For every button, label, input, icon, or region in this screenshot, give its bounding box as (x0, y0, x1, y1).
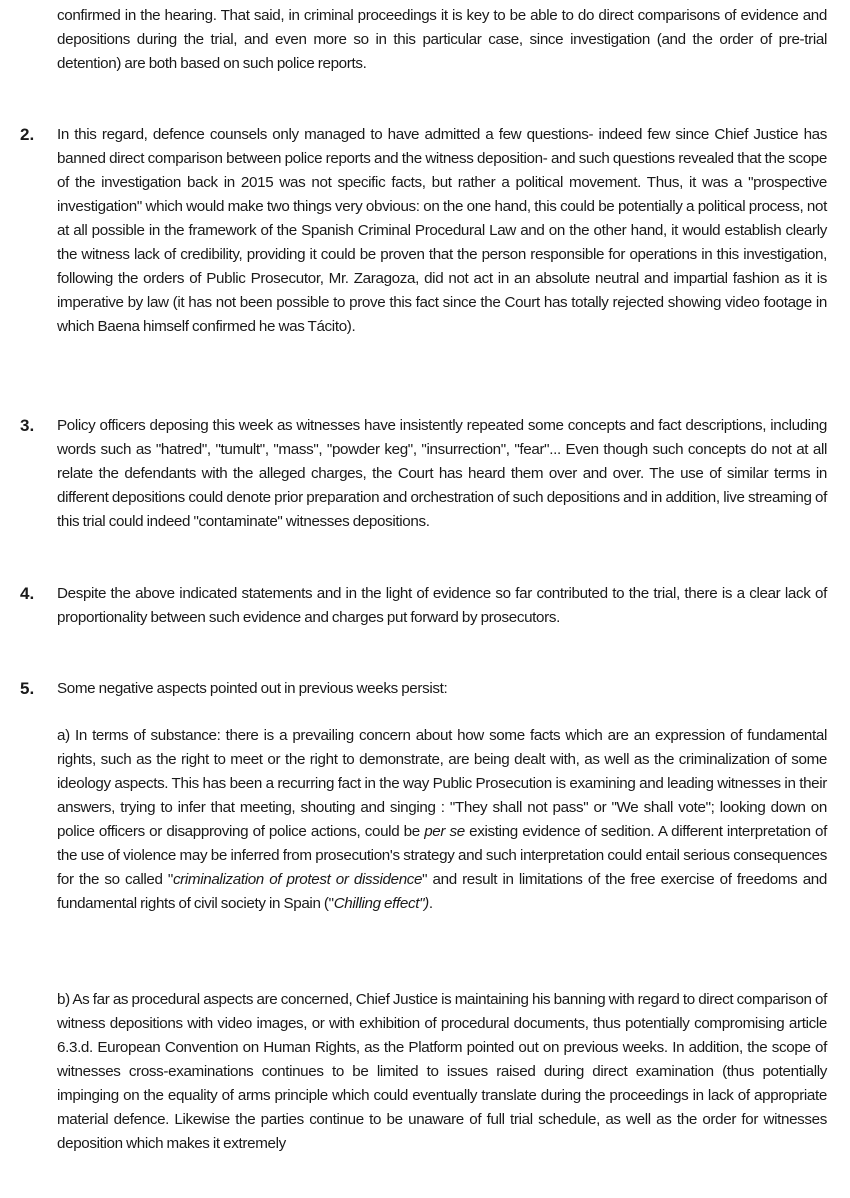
item-number-3: 3. (20, 416, 35, 435)
sub-a-text-4: . (428, 895, 433, 912)
sub-a-text-3: " and result in limitations of the free exercise of freedoms and fundamental rights of civil society in Spain (" (57, 871, 828, 912)
sub-item-b-paragraph: b) As far as procedural aspects are concerned, Chief Justice is maintaining his banning with regard to direct comparison of witness depositions with video images, or with exhibition of procedural documents, thus potentially compromising article 6.3.d. European Convention on Human Rights, as the Platform pointed out on previous weeks. In addition, the scope of witnesses cross-examinations continues to be limited to issues raised during direct examination (thus potentially impinging on the equality of arms principle which could eventually translate during the proceedings in lack of appropriate material defence. Likewise the parties continue to be unaware of full trial schedule, as well as the order for witnesses deposition which makes it extremely (57, 991, 827, 1152)
item-number-2: 2. (20, 125, 35, 144)
sub-a-text-1: a) In terms of substance: there is a prevailing concern about how some facts which are an expression of fundamental rights, such as the right to meet or the right to demonstrate, are being dealt with, as well as the criminalization of some ideology aspects. This has been a recurring fact in the way Public Prosecution is examining and leading witnesses in their answers, trying to infer that meeting, shouting and singing : "They shall not pass" or "We shall vote"; looking down on police officers or disapproving of police actions, could be (57, 727, 827, 840)
item-number-4: 4. (20, 584, 35, 603)
sub-a-italic-per-se: per se (424, 823, 465, 840)
item-3-paragraph: Policy officers deposing this week as witnesses have insistently repeated some concepts and fact descriptions, including words such as "hatred", "tumult", "mass", "powder keg", "insurrection", "fear"... Even though such concepts do not at all relate the defendants with the alleged charges, the Court has heard them over and over. The use of similar terms in different depositions could denote prior preparation and orchestration of such depositions and in addition, live streaming of this trial could indeed "contaminate" witnesses depositions. (57, 417, 827, 530)
item-5-paragraph: Some negative aspects pointed out in previous weeks persist: (57, 680, 448, 697)
sub-item-a-paragraph (57, 724, 827, 916)
sub-a-italic-criminalization: criminalization of protest or dissidence (172, 871, 423, 888)
item-4-paragraph: Despite the above indicated statements and in the light of evidence so far contributed to the trial, there is a clear lack of proportionality between such evidence and charges put forward by prosecutors. (57, 585, 827, 626)
sub-a-italic-chilling-effect: Chilling effect") (333, 895, 429, 912)
continuation-paragraph: confirmed in the hearing. That said, in criminal proceedings it is key to be able to do direct comparisons of evidence and depositions during the trial, and even more so in this particular case, since investigation (and the order of pre-trial detention) are both based on such police reports. (57, 7, 827, 72)
item-number-5: 5. (20, 679, 35, 698)
sub-a-text-2: existing evidence of sedition. A different interpretation of the use of violence may be inferred from prosecution's strategy and such interpretation could entail serious consequences for the so called " (57, 823, 827, 888)
item-2-paragraph: In this regard, defence counsels only managed to have admitted a few questions- indeed few since Chief Justice has banned direct comparison between police reports and the witness deposition- and such questions revealed that the scope of the investigation back in 2015 was not specific facts, but rather a political movement. Thus, it was a "prospective investigation" which would make two things very obvious: on the one hand, this could be potentially a political process, not at all possible in the framework of the Spanish Criminal Procedural Law and on the other hand, it would establish clearly the witness lack of credibility, providing it could be proven that the person responsible for operations in this investigation, following the orders of Public Prosecutor, Mr. Zaragoza, did not act in an absolute neutral and impartial fashion as it is imperative by law (it has not been possible to prove this fact since the Court has totally rejected showing video footage in which Baena himself confirmed he was Tácito). (57, 126, 827, 335)
